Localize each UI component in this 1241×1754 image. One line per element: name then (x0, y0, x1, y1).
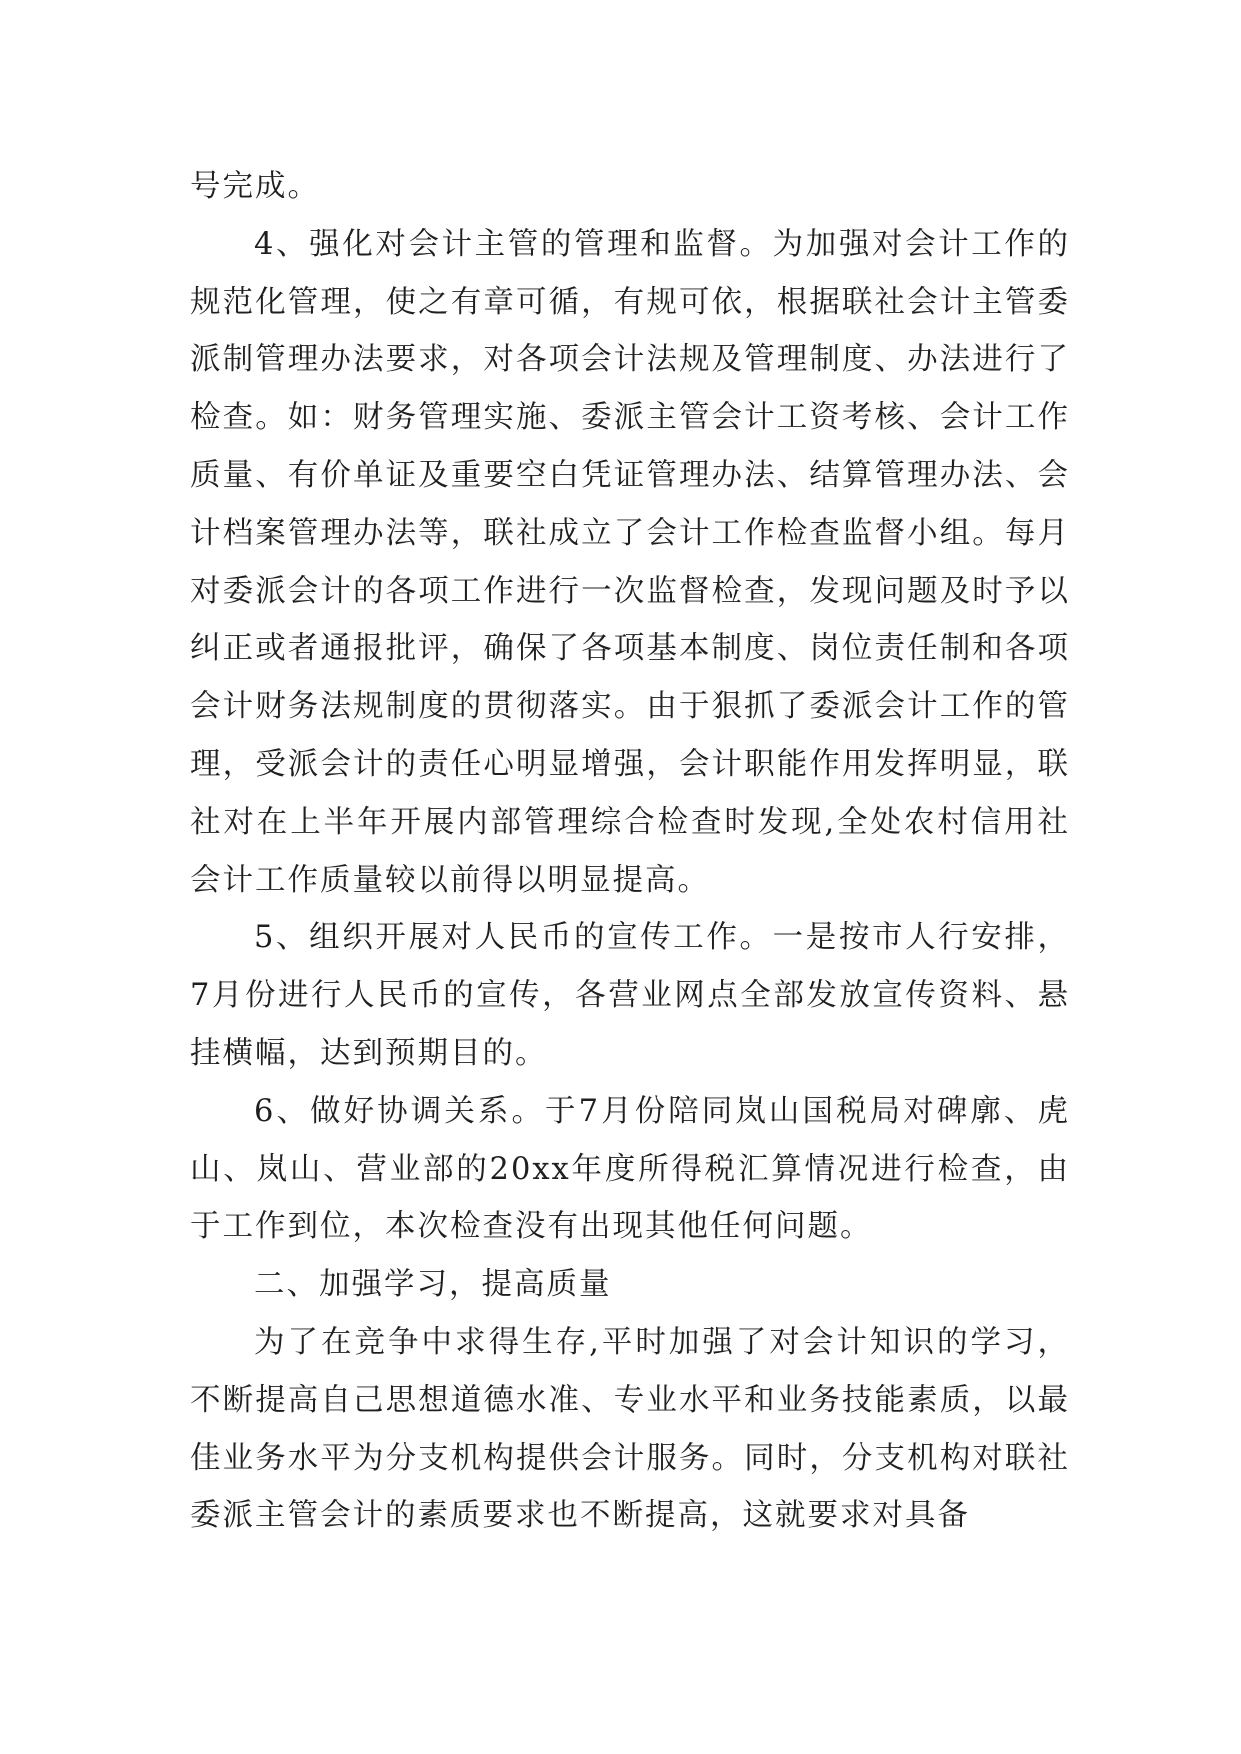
paragraph-study: 为了在竞争中求得生存,平时加强了对会计知识的学习，不断提高自己思想道德水准、专业水平和业务技能素质，以最佳业务水平为分支机构提供会计服务。同时，分支机构对联社委派主管会计的素质要求也不断提高，这就要求对具备 (190, 1324, 1070, 1534)
paragraph-item-5: 5、组织开展对人民币的宣传工作。一是按市人行安排，7月份进行人民币的宣传，各营业网点全部发放宣传资料、悬挂横幅，达到预期目的。 (190, 920, 1070, 1071)
paragraph-item-4: 4、强化对会计主管的管理和监督。为加强对会计工作的规范化管理，使之有章可循，有规可依，根据联社会计主管委派制管理办法要求，对各项会计法规及管理制度、办法进行了检查。如：财务管理实施、委派主管会计工资考核、会计工作质量、有价单证及重要空白凭证管理办法、结算管理办法、会计档案管理办法等，联社成立了会计工作检查监督小组。每月对委派会计的各项工作进行一次监督检查，发现问题及时予以纠正或者通报批评，确保了各项基本制度、岗位责任制和各项会计财务法规制度的贯彻落实。由于狠抓了委派会计工作的管理，受派会计的责任心明显增强，会计职能作用发挥明显，联社对在上半年开展内部管理综合检查时发现,全处农村信用社会计工作质量较以前得以明显提高。 (190, 226, 1070, 898)
document-body (190, 158, 1070, 1545)
paragraph-item-6: 6、做好协调关系。于7月份陪同岚山国税局对碑廓、虎山、岚山、营业部的20xx年度所得税汇算情况进行检查，由于工作到位，本次检查没有出现其他任何问题。 (190, 1093, 1070, 1245)
paragraph-continuation: 号完成。 (190, 169, 320, 204)
section-heading-2: 二、加强学习，提高质量 (254, 1267, 612, 1303)
